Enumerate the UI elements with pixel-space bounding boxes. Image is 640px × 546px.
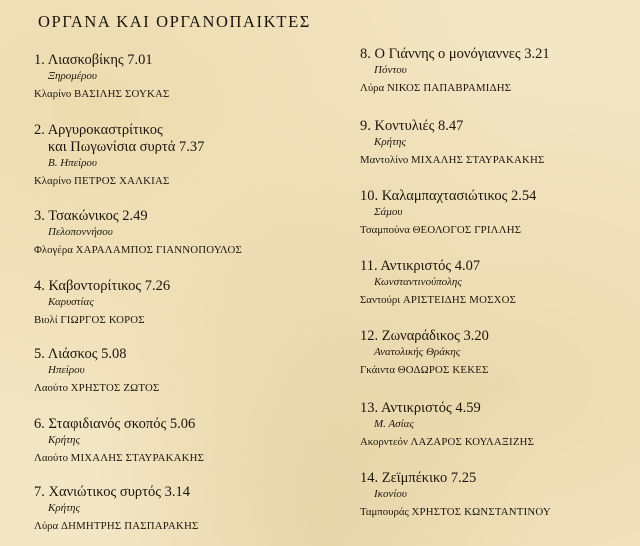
track-performer: [34, 86, 169, 102]
instrument-name: Γκάιντα: [360, 364, 396, 376]
track-region: Ξηρομέρου: [48, 70, 97, 82]
track-region: Πελοποννήσου: [48, 226, 113, 238]
track-title: 6. Σταφιδιανός σκοπός 5.06: [34, 416, 196, 432]
track-title-line2: και Πωγωνίσια συρτά 7.37: [48, 139, 205, 155]
track-region: Ικονίου: [374, 488, 407, 500]
track-entry-14: [360, 470, 551, 520]
track-performer: [360, 292, 516, 308]
track-region: Μ. Ασίας: [374, 418, 414, 430]
instrument-name: Λύρα: [34, 520, 59, 532]
instrument-name: Φλογέρα: [34, 244, 73, 256]
track-region: Κωνσταντινούπολης: [374, 276, 462, 288]
track-performer: [34, 518, 198, 534]
instrument-name: Λύρα: [360, 82, 385, 94]
track-title: 8. Ο Γιάννης ο μονόγιαννες 3.21: [360, 46, 550, 62]
player-name: ΘΕΟΛΟΓΟΣ ΓΡΙΛΛΗΣ: [412, 224, 522, 236]
track-title: 1. Λιασκοβίκης 7.01: [34, 52, 153, 68]
instrument-name: Σαντούρι: [360, 294, 401, 306]
track-region: Πόντου: [374, 64, 407, 76]
track-performer: [360, 152, 544, 168]
track-entry-9: [360, 118, 544, 168]
track-entry-8: [360, 46, 550, 96]
track-performer: [34, 242, 242, 258]
track-entry-11: [360, 258, 516, 308]
instrument-name: Λαούτο: [34, 452, 68, 464]
track-region: Σάμου: [374, 206, 403, 218]
instrument-name: Βιολί: [34, 314, 58, 326]
player-name: ΜΙΧΑΛΗΣ ΣΤΑΥΡΑΚΑΚΗΣ: [70, 452, 205, 464]
track-entry-7: [34, 484, 198, 534]
track-title: 7. Χανιώτικος συρτός 3.14: [34, 484, 190, 500]
track-title: 5. Λιάσκος 5.08: [34, 346, 127, 362]
player-name: ΧΑΡΑΛΑΜΠΟΣ ΓΙΑΝΝΟΠΟΥΛΟΣ: [75, 244, 242, 256]
player-name: ΧΡΗΣΤΟΣ ΖΩΤΟΣ: [70, 382, 160, 394]
track-title: 9. Κοντυλιές 8.47: [360, 118, 464, 134]
track-entry-4: [34, 278, 170, 328]
player-name: ΜΙΧΑΛΗΣ ΣΤΑΥΡΑΚΑΚΗΣ: [411, 154, 545, 166]
track-entry-6: [34, 416, 204, 466]
track-performer: [360, 504, 551, 520]
instrument-name: Ακορντεόν: [360, 436, 408, 448]
track-performer: [360, 222, 536, 238]
track-region: Κρήτης: [48, 502, 80, 514]
player-name: ΔΗΜΗΤΡΗΣ ΠΑΣΠΑΡΑΚΗΣ: [60, 520, 199, 532]
track-title: 14. Ζεϊμπέκικο 7.25: [360, 470, 477, 486]
track-region: Κρήτης: [48, 434, 80, 446]
instrument-name: Ταμπουράς: [360, 506, 409, 518]
instrument-name: Κλαρίνο: [34, 88, 72, 100]
player-name: ΝΙΚΟΣ ΠΑΠΑΒΡΑΜΙΔΗΣ: [386, 82, 512, 94]
player-name: ΓΙΩΡΓΟΣ ΚΟΡΟΣ: [60, 314, 145, 326]
track-performer: [34, 312, 170, 328]
track-performer: [360, 434, 534, 450]
track-entry-13: [360, 400, 534, 450]
player-name: ΑΡΙΣΤΕΙΔΗΣ ΜΟΣΧΟΣ: [402, 294, 517, 306]
track-performer: [34, 380, 159, 396]
track-performer: [360, 80, 550, 96]
track-entry-10: [360, 188, 536, 238]
track-entry-5: [34, 346, 159, 396]
track-entry-1: [34, 52, 169, 102]
track-performer: [34, 173, 204, 189]
track-title: 2. Αργυροκαστρίτικος: [34, 122, 163, 138]
track-title: 13. Αντικριστός 4.59: [360, 400, 481, 416]
instrument-name: Τσαμπούνα: [360, 224, 410, 236]
player-name: ΘΟΔΩΡΟΣ ΚΕΚΕΣ: [397, 364, 489, 376]
instrument-name: Μαντολίνο: [360, 154, 409, 166]
track-performer: [360, 362, 489, 378]
track-entry-3: [34, 208, 242, 258]
track-entry-12: [360, 328, 489, 378]
track-title: 11. Αντικριστός 4.07: [360, 258, 481, 274]
track-title: 12. Ζωναράδικος 3.20: [360, 328, 489, 344]
player-name: ΧΡΗΣΤΟΣ ΚΩΝΣΤΑΝΤΙΝΟΥ: [411, 506, 551, 518]
track-title: 3. Τσακώνικος 2.49: [34, 208, 148, 224]
track-region: Β. Ηπείρου: [48, 157, 97, 169]
player-name: ΠΕΤΡΟΣ ΧΑΛΚΙΑΣ: [73, 175, 170, 187]
track-performer: [34, 450, 204, 466]
instrument-name: Λαούτο: [34, 382, 68, 394]
instrument-name: Κλαρίνο: [34, 175, 72, 187]
track-region: Κρήτης: [374, 136, 406, 148]
track-title: 10. Καλαμπαχτασιώτικος 2.54: [360, 188, 537, 204]
player-name: ΒΑΣΙΛΗΣ ΣΟΥΚΑΣ: [73, 88, 170, 100]
track-region: Ηπείρου: [48, 364, 85, 376]
page-heading: ΟΡΓΑΝΑ ΚΑΙ ΟΡΓΑΝΟΠΑΙΚΤΕΣ: [38, 12, 311, 31]
track-entry-2: [34, 122, 204, 189]
track-title: 4. Καβοντορίτικος 7.26: [34, 278, 171, 294]
player-name: ΛΑΖΑΡΟΣ ΚΟΥΛΑΞΙΖΗΣ: [410, 436, 535, 448]
track-region: Ανατολικής Θράκης: [374, 346, 461, 358]
track-region: Καρυστίας: [48, 296, 94, 308]
